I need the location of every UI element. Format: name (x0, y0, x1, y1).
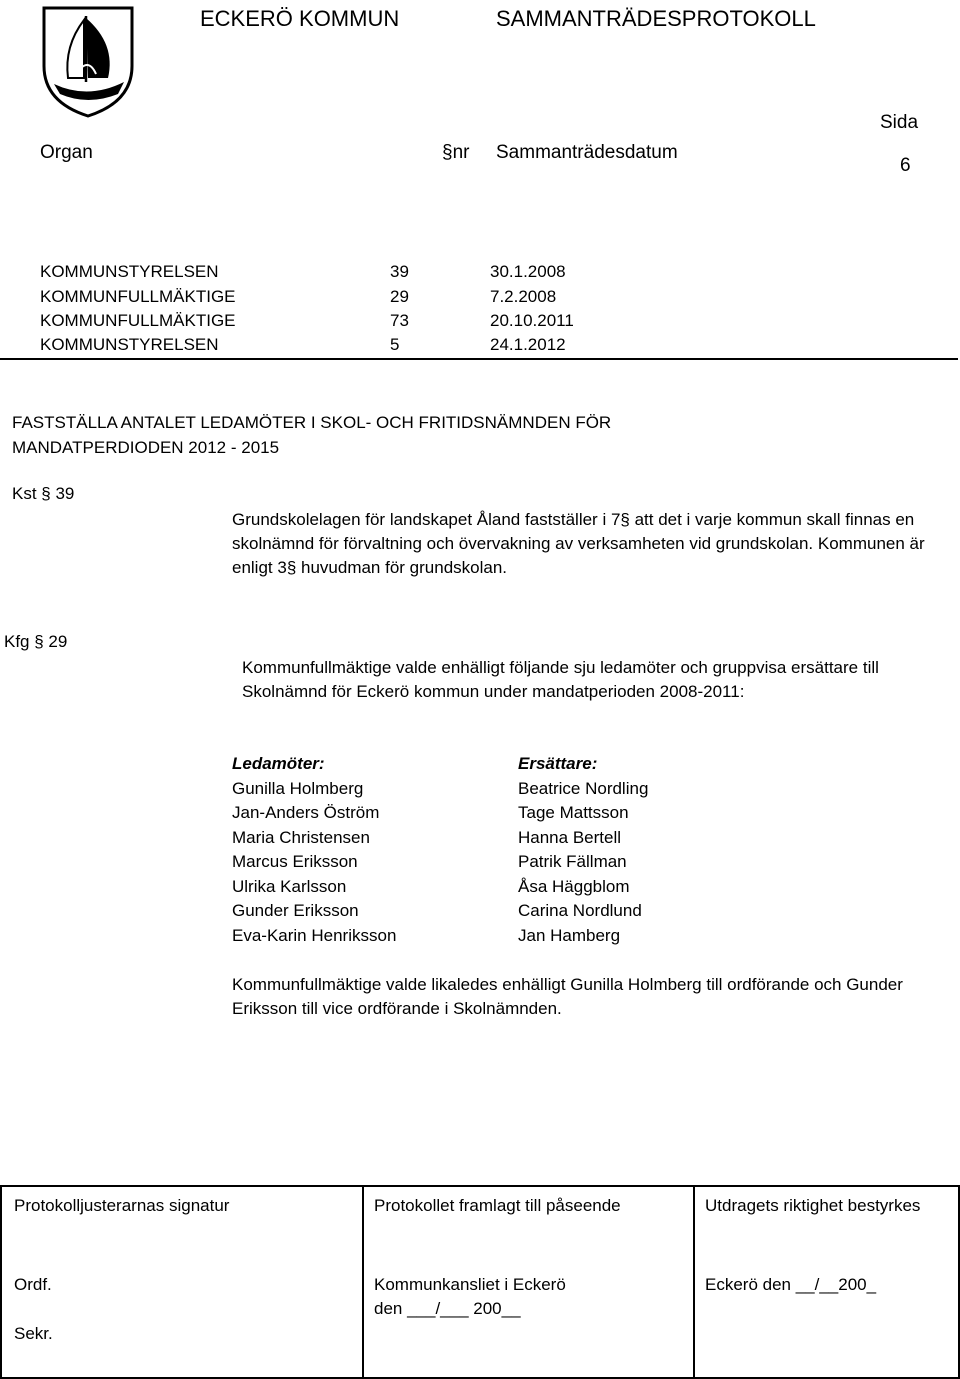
list-item: Jan-Anders Öström (232, 803, 380, 822)
column-divider (693, 1185, 695, 1379)
list-item: Jan Hamberg (518, 925, 621, 945)
registry-organ: KOMMUNFULLMÄKTIGE (40, 311, 236, 330)
date-label: Sammanträdesdatum (496, 142, 678, 163)
public-display-label: Protokollet framlagt till påseende (374, 1196, 621, 1215)
list-item: Gunder Eriksson (232, 901, 359, 920)
members-list (232, 752, 396, 948)
municipality-name: ECKERÖ KOMMUN (200, 6, 400, 31)
registry-organ: KOMMUNSTYRELSEN (40, 262, 219, 281)
list-item: Maria Christensen (232, 827, 370, 847)
list-item: Tage Mattsson (518, 803, 629, 822)
kst-text: Grundskolelagen för landskapet Åland fastställer i 7§ att det i varje kommun skall finnas en skolnämnd för förvaltning och övervakning av verksamheten vid grundskolan. Kommunen är enligt 3§ huvudman för grundskolan. (232, 510, 925, 577)
registry-date: 20.10.2011 (490, 311, 574, 330)
list-item: Carina Nordlund (518, 901, 642, 920)
list-item: Hanna Bertell (518, 827, 622, 847)
kst-label: Kst § 39 (12, 484, 75, 503)
agenda-title-line-1: FASTSTÄLLA ANTALET LEDAMÖTER I SKOL- OCH FRITIDSNÄMNDEN FÖR (12, 413, 612, 432)
display-date: den ___/___ 200__ (374, 1299, 521, 1318)
agenda-title-line-2: MANDATPERDIODEN 2012 - 2015 (12, 438, 280, 457)
header-divider (0, 358, 958, 360)
page-number: 6 (900, 155, 911, 176)
page-label: Sida (880, 112, 919, 133)
sekr-label: Sekr. (14, 1324, 53, 1343)
document-type: SAMMANTRÄDESPROTOKOLL (496, 6, 816, 31)
list-item: Patrik Fällman (518, 852, 627, 871)
organ-label: Organ (40, 142, 93, 163)
registry-nr: 5 (390, 335, 400, 354)
registry-nr: 73 (390, 311, 409, 330)
nr-label: §nr (442, 142, 470, 163)
registry-date: 30.1.2008 (490, 262, 566, 281)
list-item: Marcus Eriksson (232, 852, 358, 871)
signature-label: Protokolljusterarnas signatur (14, 1196, 230, 1215)
ship-crest-icon (38, 4, 138, 119)
substitutes-list (518, 752, 648, 948)
registry-nr: 39 (390, 262, 409, 281)
certification-label: Utdragets riktighet bestyrkes (705, 1196, 921, 1215)
office-location: Kommunkansliet i Eckerö (374, 1275, 566, 1294)
registry-nr: 29 (390, 287, 409, 306)
registry-organ: KOMMUNSTYRELSEN (40, 335, 219, 354)
list-item: Åsa Häggblom (518, 876, 630, 896)
ordf-label: Ordf. (14, 1275, 52, 1294)
list-item: Eva-Karin Henriksson (232, 925, 397, 945)
registry-date: 7.2.2008 (490, 287, 557, 306)
closing-text: Kommunfullmäktige valde likaledes enhälligt Gunilla Holmberg till ordförande och Gunder Eriksson till vice ordförande i Skolnämnden. (232, 975, 903, 1018)
registry-date: 24.1.2012 (490, 335, 566, 354)
members-heading: Ledamöter: (232, 754, 325, 773)
column-divider (362, 1185, 364, 1379)
registry-organ: KOMMUNFULLMÄKTIGE (40, 287, 236, 306)
list-item: Ulrika Karlsson (232, 876, 347, 896)
certification-date: Eckerö den __/__200_ (705, 1275, 877, 1294)
substitutes-heading: Ersättare: (518, 754, 598, 773)
kfg-label: Kfg § 29 (4, 632, 68, 651)
list-item: Gunilla Holmberg (232, 778, 364, 798)
kfg-text: Kommunfullmäktige valde enhälligt följande sju ledamöter och gruppvisa ersättare till Skolnämnd för Eckerö kommun under mandatperioden 2008-2011: (242, 658, 879, 701)
list-item: Beatrice Nordling (518, 778, 649, 798)
